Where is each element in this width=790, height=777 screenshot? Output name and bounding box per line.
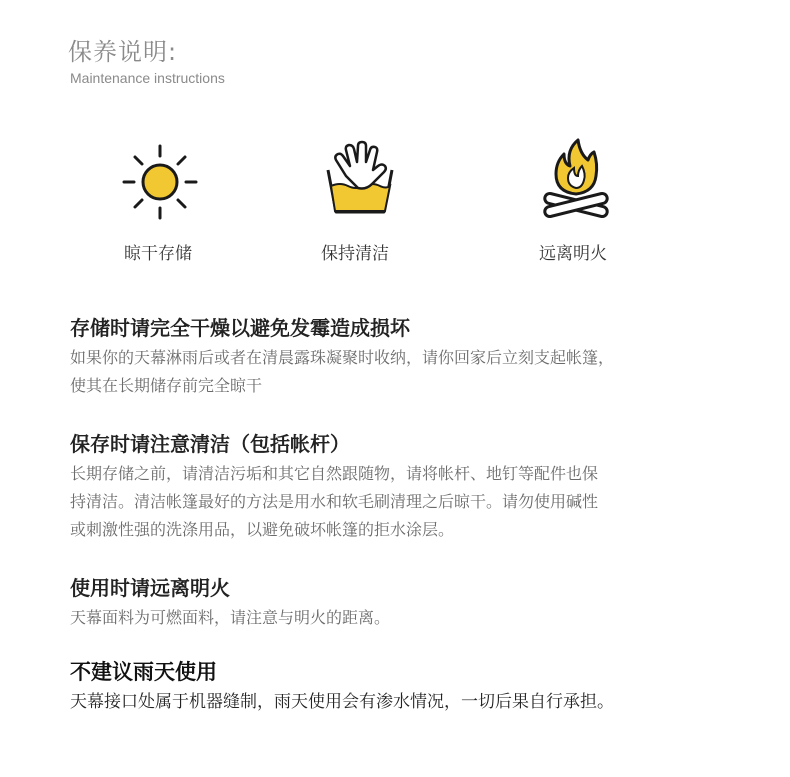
section-heading-dry: 存储时请完全干燥以避免发霉造成损坏	[70, 316, 410, 340]
icon-label-dry-storage: 晾干存储	[124, 244, 192, 264]
page-subtitle: Maintenance instructions	[70, 70, 225, 86]
section-line: 天幕面料为可燃面料，请注意与明火的距离。	[70, 608, 391, 627]
page-title: 保养说明:	[68, 38, 178, 66]
section-heading-rain: 不建议雨天使用	[70, 660, 217, 684]
section-body-clean	[70, 460, 598, 544]
icon-label-keep-clean: 保持清洁	[321, 244, 389, 264]
section-line: 如果你的天幕淋雨后或者在清晨露珠凝聚时收纳，请你回家后立刻支起帐篷，	[70, 348, 615, 367]
section-line: 长期存储之前，请清洁污垢和其它自然跟随物，请将帐杆、地钉等配件也保	[70, 464, 599, 483]
sun-icon	[118, 140, 202, 224]
section-line: 或刺激性强的洗涤用品，以避免破坏帐篷的拒水涂层。	[70, 520, 455, 539]
section-line: 持清洁。清洁帐篷最好的方法是用水和软毛刷清理之后晾干。请勿使用碱性	[70, 492, 599, 511]
section-body-fire	[70, 604, 390, 632]
section-body-rain	[70, 688, 614, 716]
section-heading-clean: 保存时请注意清洁（包括帐杆）	[70, 432, 350, 456]
hand-wash-icon	[320, 140, 400, 220]
fire-icon	[538, 136, 614, 224]
section-line: 使其在长期储存前完全晾干	[70, 376, 263, 395]
section-body-dry	[70, 344, 614, 400]
section-heading-fire: 使用时请远离明火	[70, 576, 230, 600]
section-line: 天幕接口处属于机器缝制，雨天使用会有渗水情况，一切后果自行承担。	[70, 692, 614, 712]
icon-label-fire-away: 远离明火	[539, 244, 607, 264]
